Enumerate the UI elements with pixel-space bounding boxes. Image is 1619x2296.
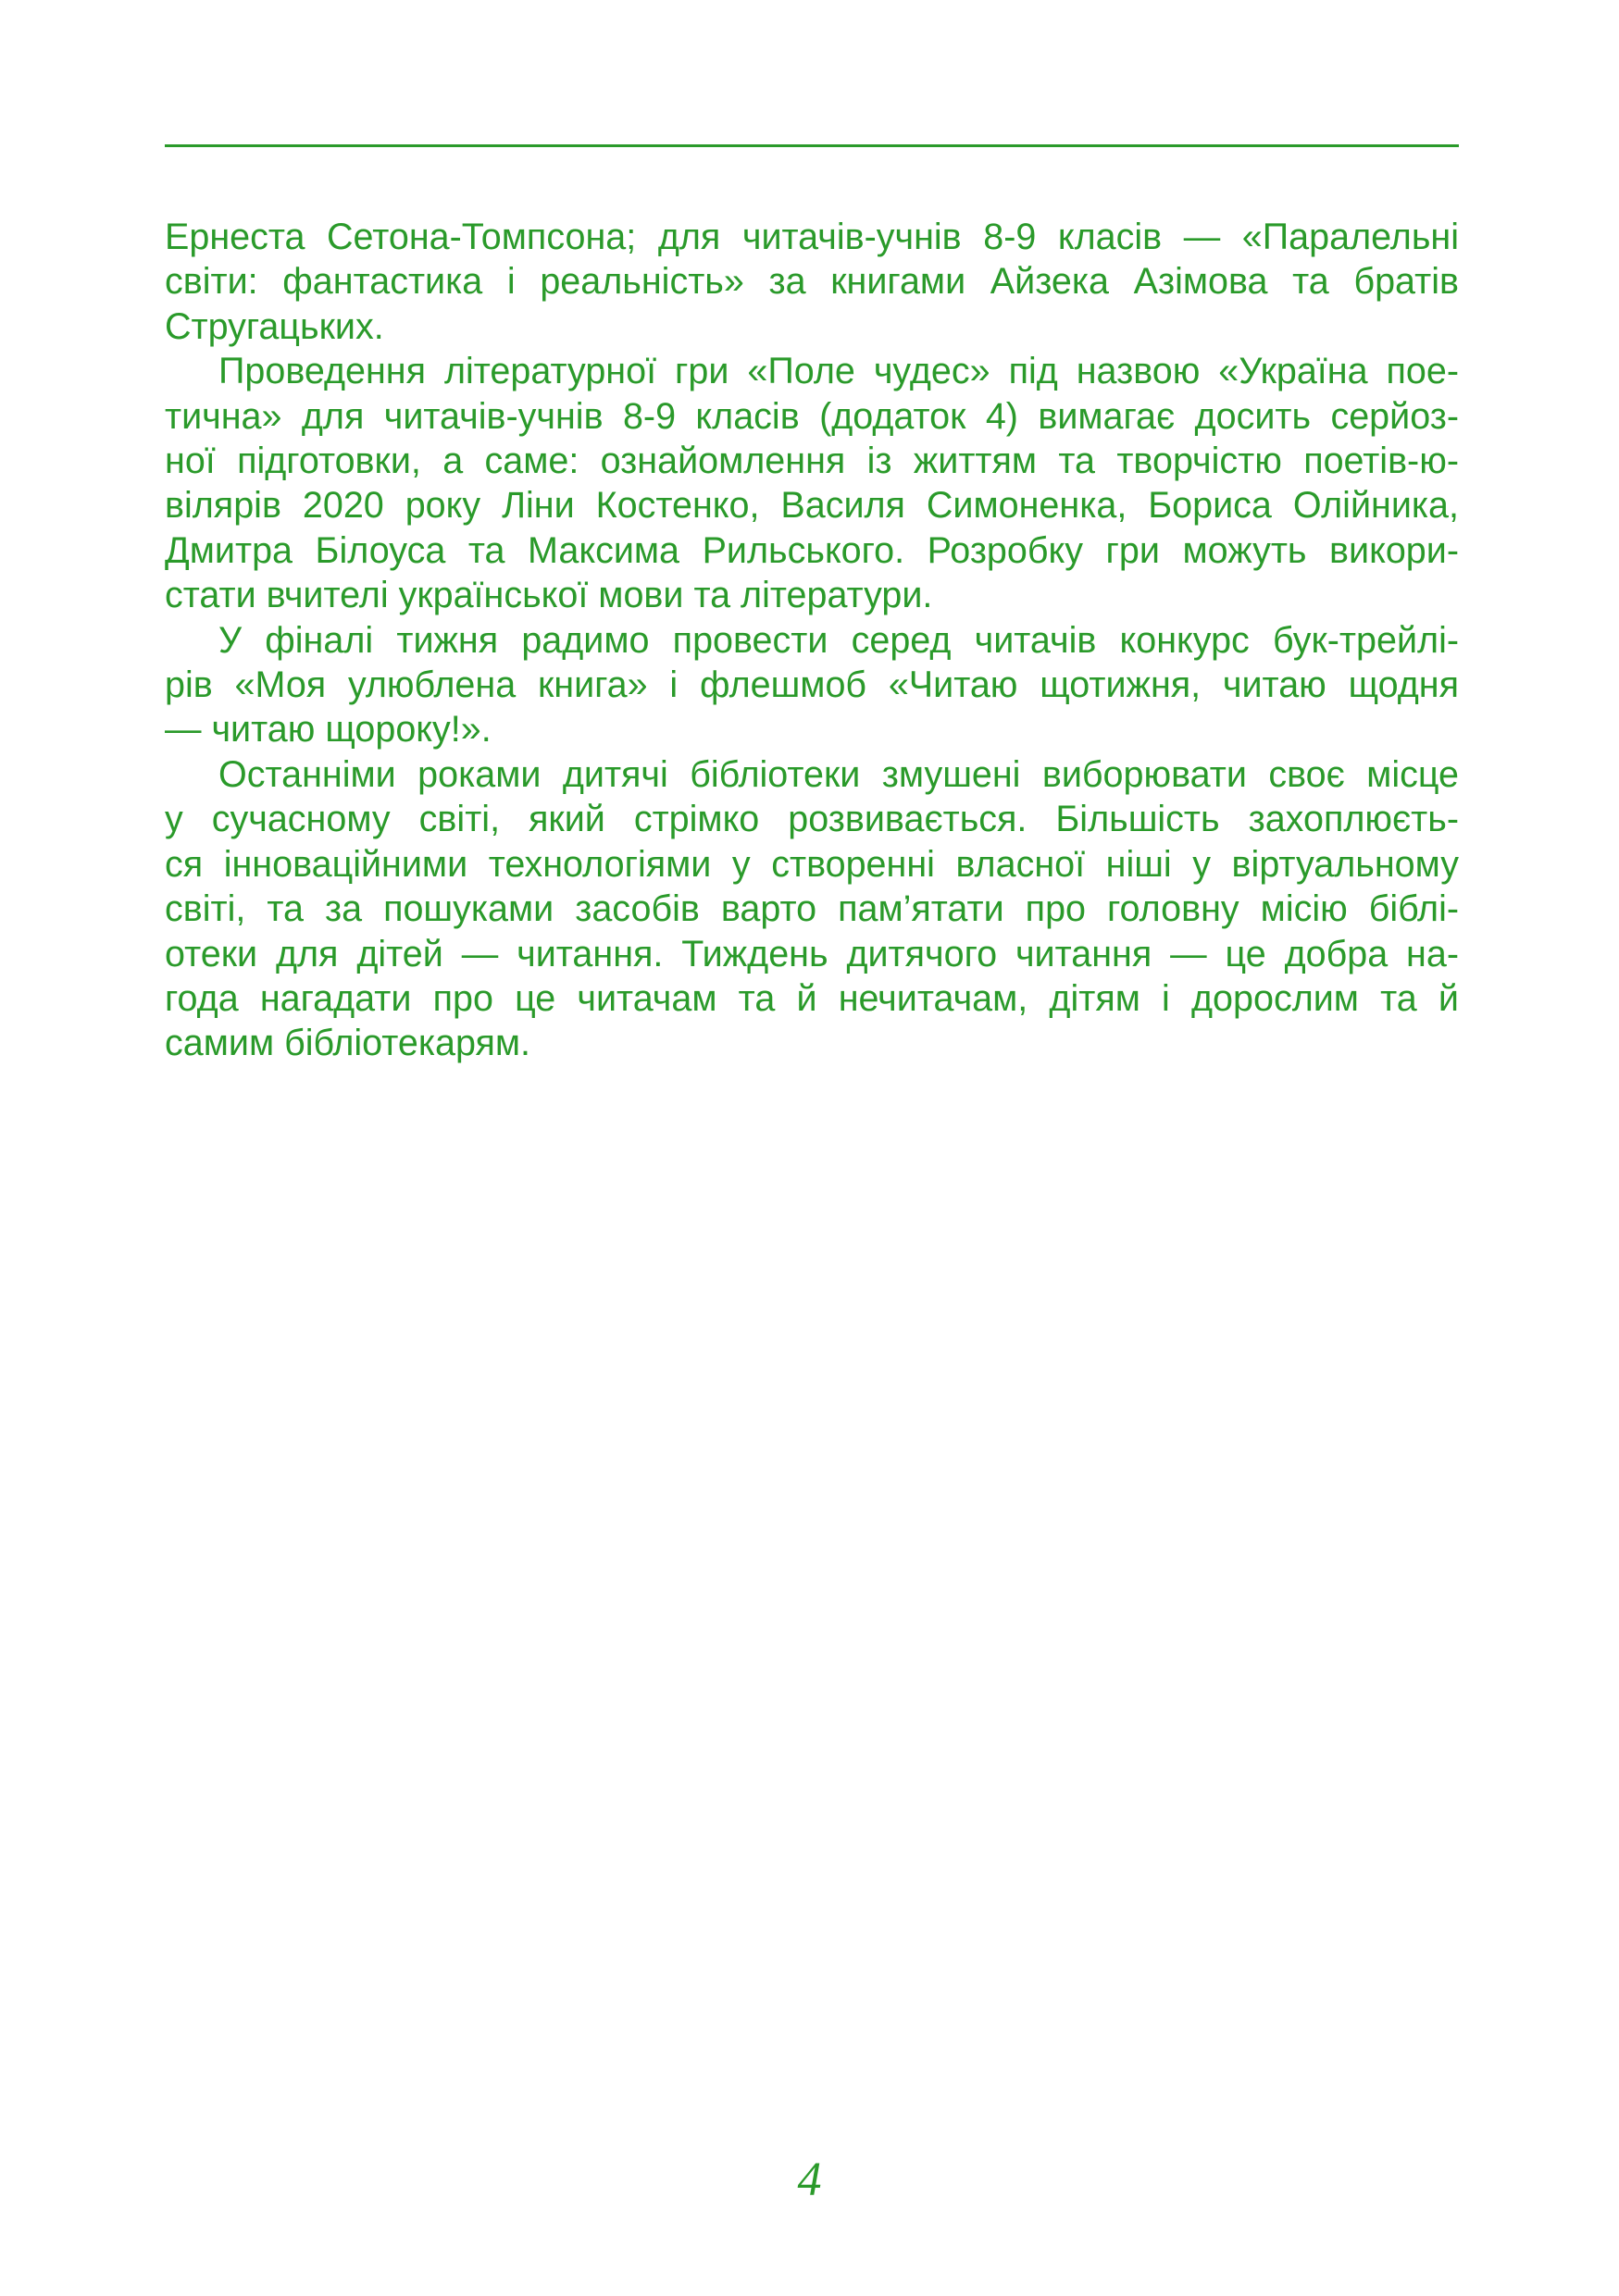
text-line: Проведення літературної гри «Поле чудес» під назвою «Україна пое-	[218, 351, 1459, 392]
text-line: ної підготовки, а саме: ознайомлення із життям та творчістю поетів-ю-	[165, 441, 1459, 482]
text-line: отеки для дітей — читання. Тиждень дитячого читання — це добра на-	[165, 933, 1459, 974]
text-line: Дмитра Білоуса та Максима Рильського. Розробку гри можуть викори-	[165, 529, 1459, 571]
text-line: года нагадати про це читачам та й нечитачам, дітям і дорослим та й	[165, 977, 1459, 1019]
text-line: світі, та за пошуками засобів варто пам’ятати про головну місію біблі-	[165, 888, 1459, 930]
text-line: ся інноваційними технологіями у створенні власної ніші у віртуальному	[165, 843, 1459, 885]
text-line: вілярів 2020 року Ліни Костенко, Василя Симоненка, Бориса Олійника,	[165, 485, 1459, 527]
text-line: самим бібліотекарям.	[165, 1023, 531, 1064]
body-text	[165, 215, 1459, 1066]
text-line: рів «Моя улюблена книга» і флешмоб «Читаю щотижня, читаю щодня	[165, 664, 1459, 706]
paragraph	[165, 618, 1459, 752]
text-line: тична» для читачів-учнів 8-9 класів (додаток 4) вимагає досить серйоз-	[165, 395, 1459, 437]
paragraph	[165, 215, 1459, 349]
text-line: стати вчителі української мови та літератури.	[165, 575, 933, 616]
text-line: у сучасному світі, який стрімко розвивається. Більшість захоплюєть-	[165, 799, 1459, 840]
paragraph	[165, 349, 1459, 617]
page-number: 4	[797, 2153, 822, 2206]
text-line: Останніми роками дитячі бібліотеки змушені виборювати своє місце	[218, 753, 1459, 795]
text-line: Стругацьких.	[165, 305, 384, 347]
header-rule	[165, 144, 1459, 147]
text-line: — читаю щороку!».	[165, 709, 492, 751]
text-line: світи: фантастика і реальність» за книгами Айзека Азімова та братів	[165, 261, 1459, 303]
text-line: У фіналі тижня радимо провести серед читачів конкурс бук-трейлі-	[218, 619, 1459, 661]
text-line: Ернеста Сетона-Томпсона; для читачів-учнів 8-9 класів — «Паралельні	[165, 217, 1459, 257]
paragraph	[165, 752, 1459, 1066]
